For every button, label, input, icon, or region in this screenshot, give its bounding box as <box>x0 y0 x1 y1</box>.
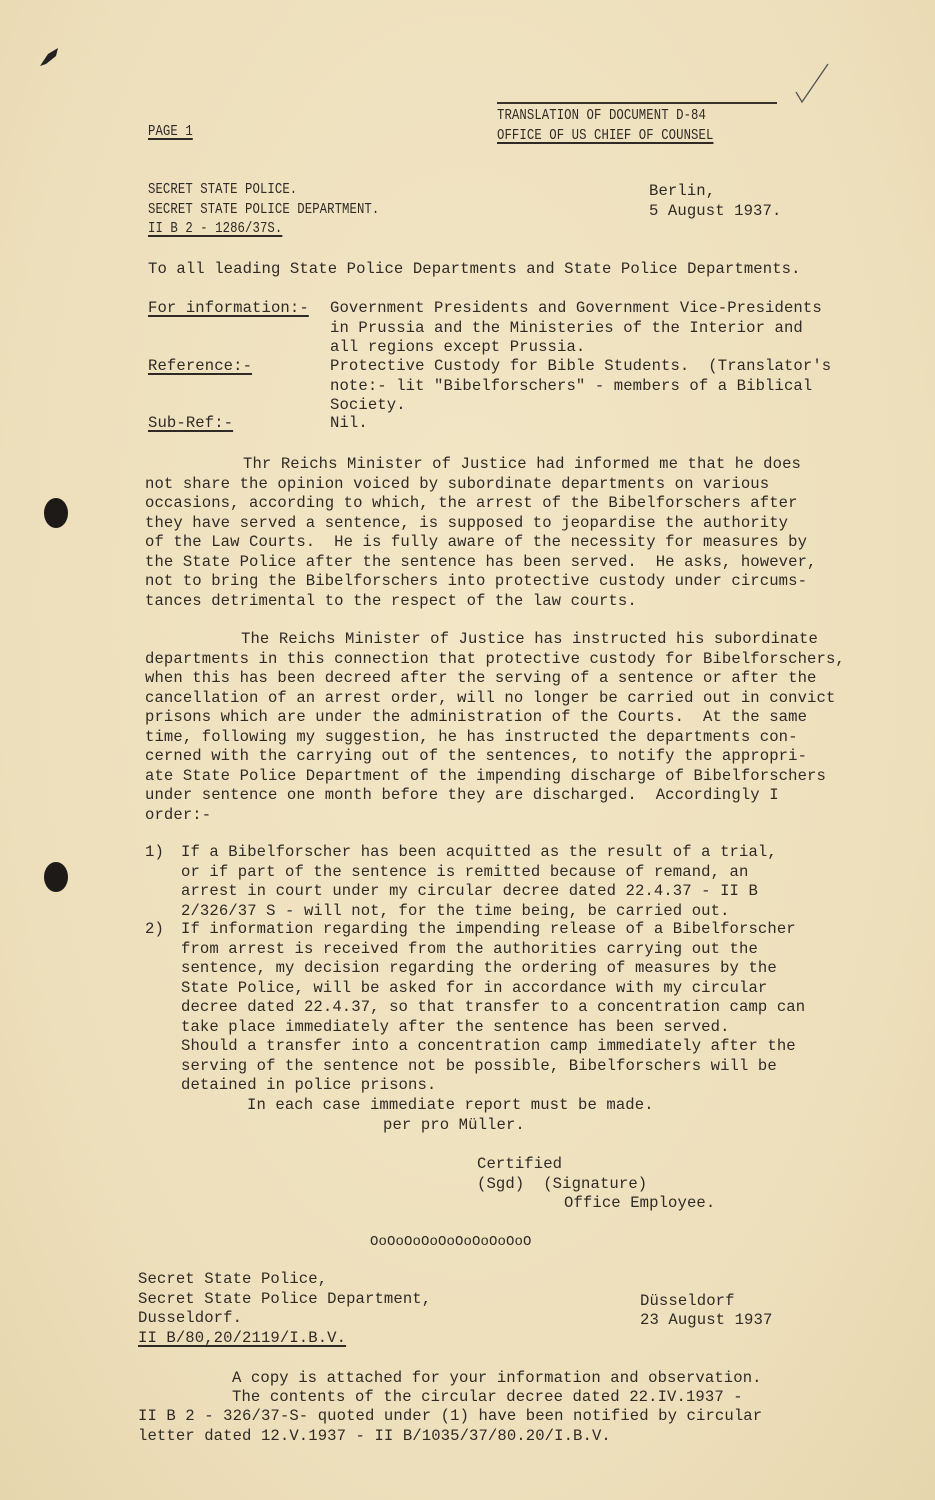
text-line: Thr Reichs Minister of Justice had informed me that he does <box>243 455 802 473</box>
sender-date: 5 August 1937. <box>649 202 782 220</box>
text-line: time, following my suggestion, he has instructed the departments con- <box>145 727 798 746</box>
page-number: PAGE 1 <box>148 123 193 140</box>
text-line: If information regarding the impending release of a Bibelforscher <box>181 920 796 938</box>
punch-hole <box>44 498 68 528</box>
text-line: If a Bibelforscher has been acquitted as the result of a trial, <box>181 843 777 861</box>
text-line: Secret State Police Department, <box>138 1289 432 1308</box>
text-line: SECRET STATE POLICE. <box>148 181 298 198</box>
text-line: decree dated 22.4.37, so that transfer to a concentration camp can <box>181 998 806 1016</box>
for-information-label: For information:- <box>148 299 309 317</box>
reference-label: Reference:- <box>148 357 253 375</box>
text-line: 2/326/37 S - will not, for the time being, be carried out. <box>181 901 730 920</box>
text-line: prisons which are under the administration of the Courts. At the same <box>145 708 808 726</box>
text-line: not to bring the Bibelforschers into protective custody under circums- <box>145 572 808 590</box>
second-body-line: The contents of the circular decree dated 22.IV.1937 - <box>232 1388 743 1406</box>
second-body-line: letter dated 12.V.1937 - II B/1035/37/80.20/I.B.V. <box>138 1427 611 1445</box>
text-line: departments in this connection that protective custody for Bibelforschers, <box>145 649 845 668</box>
sender-place: Berlin, <box>649 182 716 200</box>
text-line: serving of the sentence not be possible, Bibelforschers will be <box>181 1056 777 1075</box>
text-line: under sentence one month before they are discharged. Accordingly I <box>145 786 779 804</box>
for-information-text <box>330 299 822 358</box>
order-1-number: 1) <box>145 843 164 861</box>
second-body-line: II B 2 - 326/37-S- quoted under (1) have been notified by circular <box>138 1407 763 1425</box>
subref-text: Nil. <box>330 414 368 432</box>
punch-hole <box>44 862 68 892</box>
order-2-text <box>181 920 805 1096</box>
text-line: all regions except Prussia. <box>330 338 586 356</box>
text-line: note:- lit "Bibelforschers" - members of a Biblical <box>330 376 813 395</box>
subref-label: Sub-Ref:- <box>148 414 234 432</box>
text-line: they have served a sentence, is supposed to jeopardise the authority <box>145 513 789 532</box>
check-mark-icon <box>792 62 832 106</box>
text-line: Society. <box>330 396 406 414</box>
order-2-number: 2) <box>145 920 164 938</box>
text-line: Should a transfer into a concentration camp immediately after the <box>181 1037 796 1055</box>
text-line: when this has been decreed after the serving of a sentence or after the <box>145 669 817 687</box>
text-line: order:- <box>145 805 212 824</box>
ink-blot-icon <box>38 40 68 70</box>
per-pro-signature: per pro Müller. <box>383 1116 525 1134</box>
text-line: ate State Police Department of the impending discharge of Bibelforschers <box>145 766 826 785</box>
text-line: occasions, according to which, the arrest of the Bibelforschers after <box>145 494 798 512</box>
paragraph-1 <box>145 455 817 611</box>
second-date: 23 August 1937 <box>640 1311 773 1329</box>
certified-label: Certified <box>477 1155 563 1173</box>
text-line: or if part of the sentence is remitted because of remand, an <box>181 862 749 881</box>
sender-block <box>148 180 379 239</box>
text-line: arrest in court under my circular decree dated 22.4.37 - II B <box>181 882 758 900</box>
text-line: sentence, my decision regarding the ordering of measures by the <box>181 959 777 977</box>
text-line: tances detrimental to the respect of the law courts. <box>145 591 637 610</box>
header-rule <box>497 102 777 104</box>
text-line: of the Law Courts. He is fully aware of the necessity for measures by <box>145 533 808 551</box>
text-line: in Prussia and the Ministeries of the Interior and <box>330 318 803 337</box>
separator: OoOoOoOoOoOoOoOoOoO <box>370 1234 532 1250</box>
text-line: not share the opinion voiced by subordinate departments on various <box>145 474 770 493</box>
text-line: State Police, will be asked for in accordance with my circular <box>181 978 768 997</box>
text-line: Dusseldorf. <box>138 1309 243 1327</box>
text-line: SECRET STATE POLICE DEPARTMENT. <box>148 200 380 218</box>
text-line: Government Presidents and Government Vice-Presidents <box>330 299 822 317</box>
text-line: cerned with the carrying out of the sentences, to notify the appropri- <box>145 747 808 765</box>
second-place: Düsseldorf <box>640 1292 735 1310</box>
addressee: To all leading State Police Departments and State Police Departments. <box>148 260 801 278</box>
text-line: from arrest is received from the authorities carrying out the <box>181 939 758 958</box>
text-line: take place immediately after the sentence has been served. <box>181 1017 730 1036</box>
text-line: Secret State Police, <box>138 1270 328 1288</box>
reference-text <box>330 357 831 416</box>
text-line: the State Police after the sentence has been served. He asks, however, <box>145 552 817 571</box>
office-title: OFFICE OF US CHIEF OF COUNSEL <box>497 127 714 144</box>
text-line: Protective Custody for Bible Students. (Translator's <box>330 357 832 375</box>
signature-line: (Sgd) (Signature) <box>477 1175 648 1193</box>
second-body-line: A copy is attached for your information and observation. <box>232 1369 762 1387</box>
text-line: The Reichs Minister of Justice has instructed his subordinate <box>241 630 818 648</box>
office-employee: Office Employee. <box>564 1194 716 1212</box>
text-line: II B 2 - 1286/37S. <box>148 220 283 237</box>
order-1-text <box>181 843 777 921</box>
second-sender-block <box>138 1270 431 1348</box>
closing-line: In each case immediate report must be made. <box>247 1096 654 1114</box>
text-line: cancellation of an arrest order, will no longer be carried out in convict <box>145 688 836 707</box>
text-line: detained in police prisons. <box>181 1076 437 1094</box>
translation-title: TRANSLATION OF DOCUMENT D-84 <box>497 107 706 124</box>
text-line: II B/80,20/2119/I.B.V. <box>138 1328 347 1347</box>
paragraph-2 <box>145 630 845 825</box>
